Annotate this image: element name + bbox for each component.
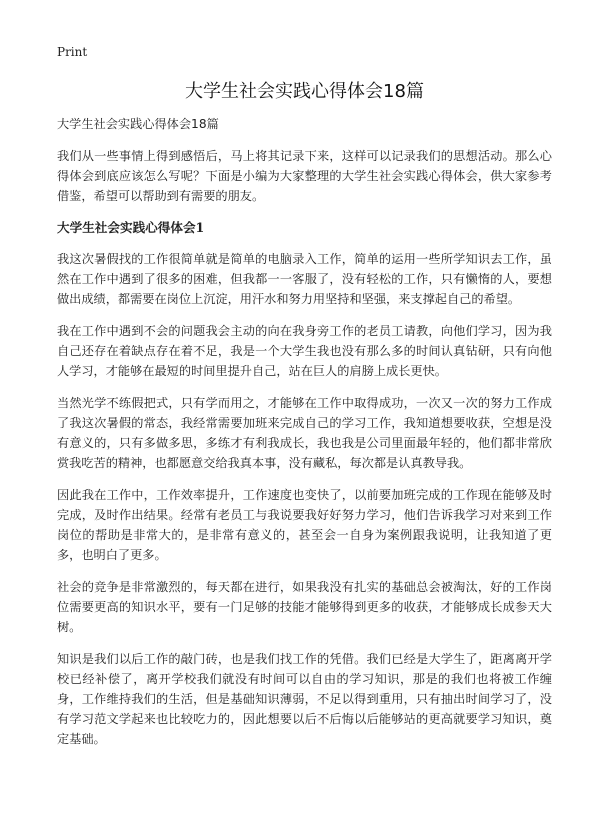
document-subtitle: 大学生社会实践心得体会18篇 xyxy=(57,117,219,131)
print-link[interactable]: Print xyxy=(57,45,88,59)
section-heading: 大学生社会实践心得体会1 xyxy=(57,220,205,235)
body-paragraph-2: 我在工作中遇到不会的问题我会主动的向在我身旁工作的老员工请教，向他们学习，因为我自己还存在着缺点存在着不足，我是一个大学生我也没有那么多的时间认真钻研，只有向他人学习，才能够在最短的时间里提升自己，站在巨人的肩膀上成长更快。 xyxy=(57,324,552,378)
body-paragraph-3: 当然光学不练假把式，只有学而用之，才能够在工作中取得成功，一次又一次的努力工作成了我这次暑假的常态，我经常需要加班来完成自己的学习工作，我知道想要收获，空想是没有意义的，只有多做多思，多练才有利我成长，我也我是公司里面最年轻的，他们都非常欣赏我吃苦的精神，也都愿意交给我真本事，没有藏私，每次都是认真教导我。 xyxy=(57,396,552,470)
body-paragraph-4: 因此我在工作中，工作效率提升，工作速度也变快了，以前要加班完成的工作现在能够及时完成，及时作出结果。经常有老员工与我说要我好好努力学习，他们告诉我学习对来到工作岗位的帮助是非常大的，是非常有意义的，甚至会一自身为案例跟我说明，让我知道了更多，也明白了更多。 xyxy=(57,488,552,562)
intro-paragraph: 我们从一些事情上得到感悟后，马上将其记录下来，这样可以记录我们的思想活动。那么心得体会到底应该怎么写呢？下面是小编为大家整理的大学生社会实践心得体会，供大家参考借鉴，希望可以帮助到有需要的朋友。 xyxy=(57,149,552,203)
body-paragraph-1: 我这次暑假找的工作很简单就是简单的电脑录入工作，简单的运用一些所学知识去工作，虽然在工作中遇到了很多的困难，但我都一一客服了，没有轻松的工作，只有懒惰的人，要想做出成绩，都需要在岗位上沉淀，用汗水和努力用坚持和坚强，来支撑起自己的希望。 xyxy=(57,252,552,306)
document-title: 大学生社会实践心得体会18篇 xyxy=(185,81,424,102)
body-paragraph-5: 社会的竞争是非常激烈的，每天都在进行，如果我没有扎实的基础总会被淘汰，好的工作岗位需要更高的知识水平，要有一门足够的技能才能够得到更多的收获，才能够成长成参天大树。 xyxy=(57,580,552,634)
body-paragraph-6: 知识是我们以后工作的敲门砖，也是我们找工作的凭借。我们已经是大学生了，距离离开学校已经补偿了，离开学校我们就没有时间可以自由的学习知识，那是的我们也将被工作缠身，工作维持我们的生活，但是基础知识薄弱，不足以得到重用，只有抽出时间学习了，没有学习范文学起来也比较吃力的，因此想要以后不后悔以后能够站的更高就要学习知识，奠定基础。 xyxy=(57,652,552,746)
